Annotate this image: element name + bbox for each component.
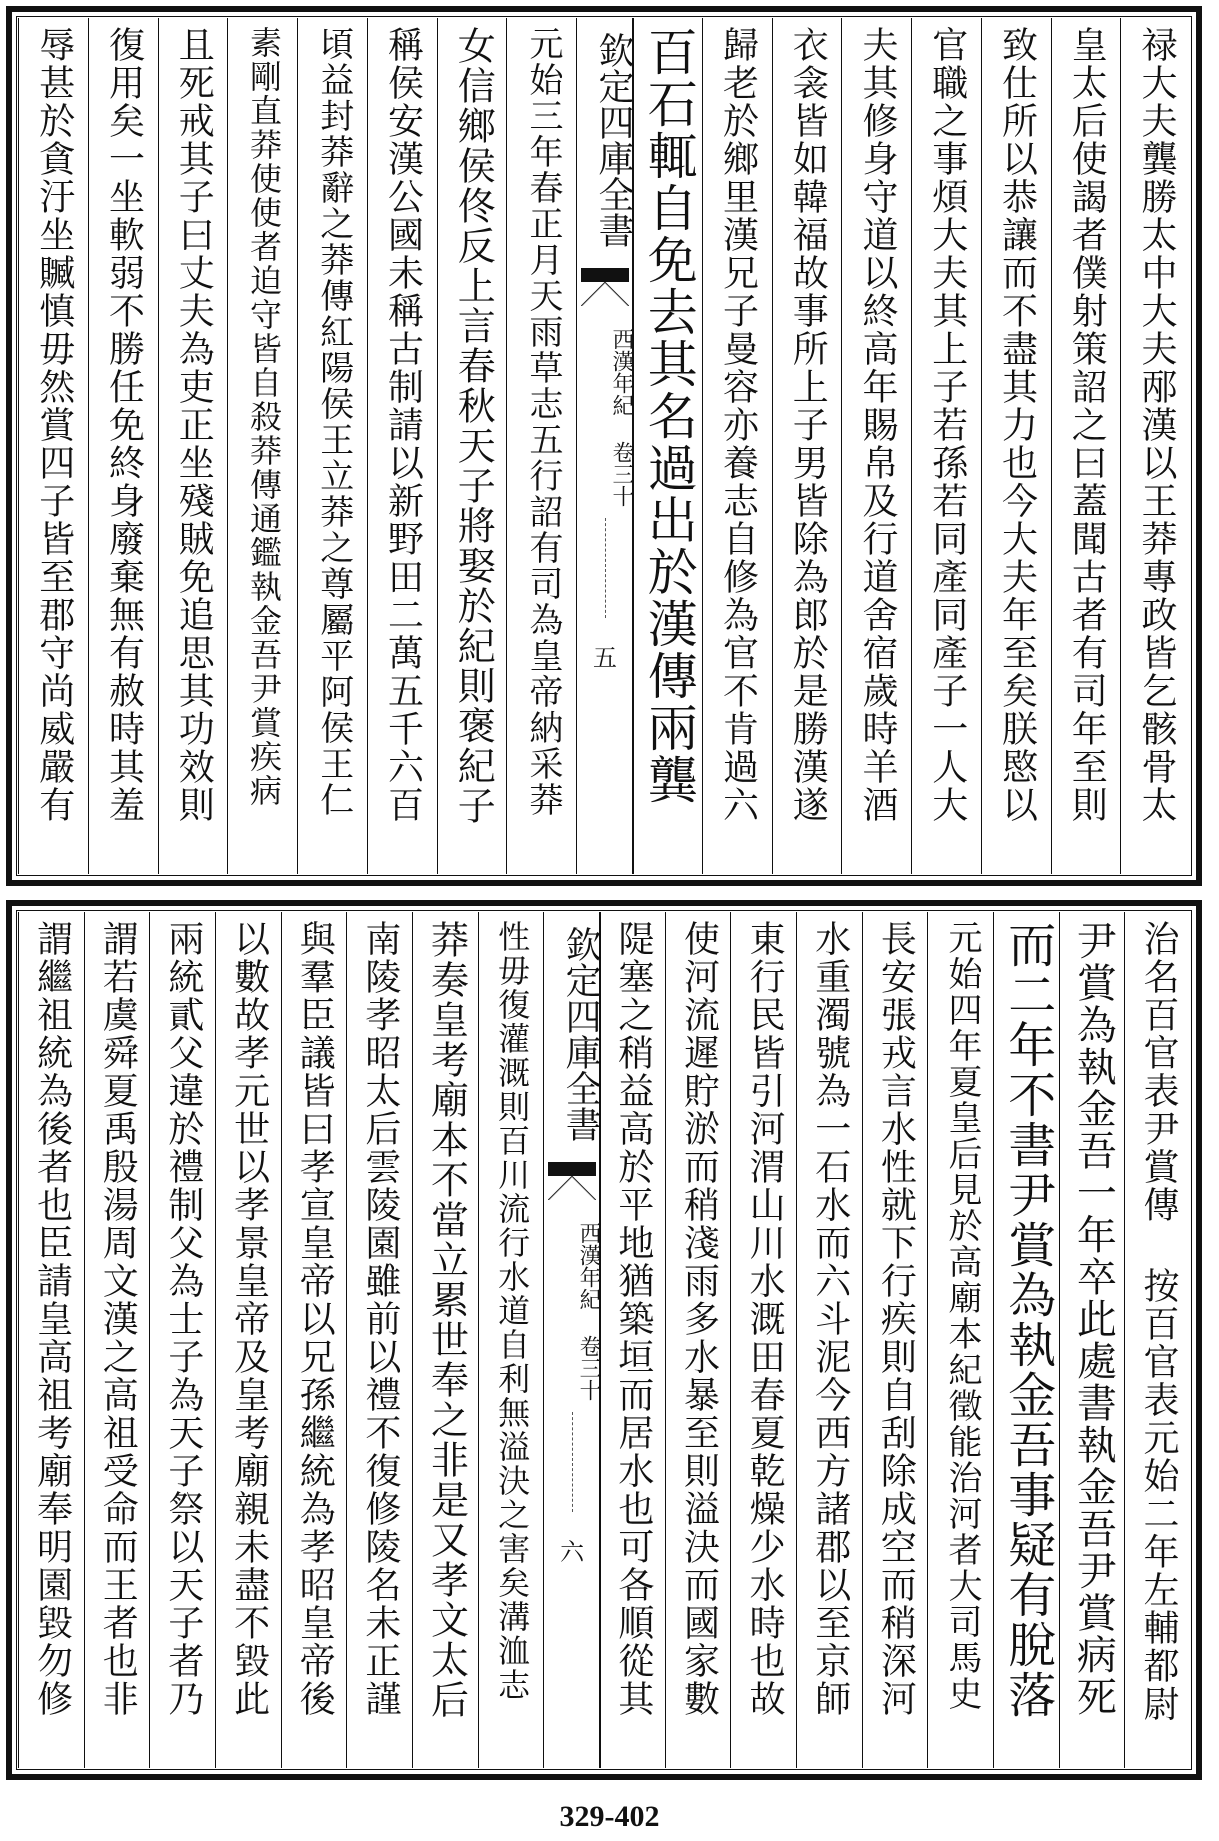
column-text: 使河流遲貯淤而稍淺雨多水暴至則溢決而國家數	[678, 920, 720, 1718]
column-text: 頃益封莽辭之莽傳紅陽侯王立莽之尊屬平阿侯王仁	[313, 26, 354, 818]
fishtail-mark	[581, 268, 629, 314]
text-column	[346, 912, 413, 1768]
column-text: 衣衾皆如韓福故事所上子男皆除為郎於是勝漢遂	[787, 26, 829, 824]
gutter-title: 欽定四庫全書	[593, 32, 634, 248]
text-column	[665, 912, 732, 1768]
gutter-page-number: 五	[593, 644, 617, 672]
text-column	[297, 18, 368, 874]
column-text: 歸老於鄉里漢兄子曼容亦養志自修為官不肯過六	[717, 26, 759, 824]
gutter-page-number: 六	[560, 1538, 585, 1566]
column-text: 長安張戎言水性就下行疾則自刮除成空而稍深河	[875, 920, 917, 1718]
column-text: 以數故孝元世以孝景皇帝及皇考廟親未盡不毀此	[228, 920, 270, 1718]
text-column	[599, 912, 666, 1768]
text-column	[215, 912, 282, 1768]
column-text: 百石輒自免去其名過出於漢傳兩龔	[639, 26, 698, 806]
text-column	[18, 912, 85, 1768]
column-text: 尹賞為執金吾一年卒此處書執金吾尹賞病死	[1070, 920, 1117, 1718]
column-text: 謂若虞舜夏禹殷湯周文漢之高祖受命而王者也非	[97, 920, 139, 1718]
column-text: 女信鄉侯佟反上言春秋天子將娶於紀則褒紀子	[451, 26, 496, 826]
text-column	[993, 912, 1060, 1768]
column-text: 兩統貳父違於禮制父為士子為天子祭以天子者乃	[162, 920, 204, 1718]
text-column	[911, 18, 982, 874]
column-text: 皇太后使謁者僕射策詔之曰蓋聞古者有司年至則	[1066, 26, 1108, 824]
text-column	[862, 912, 929, 1768]
text-column	[927, 912, 994, 1768]
column-text: 稱侯安漢公國未稱古制請以新野田二萬五千六百	[382, 26, 424, 824]
gutter-subtitle: 西漢年紀 卷三十	[576, 1222, 602, 1401]
text-column	[227, 18, 298, 874]
text-column	[730, 912, 797, 1768]
column-text: 謂繼祖統為後者也臣請皇高祖考廟奉明園毀勿修	[31, 920, 73, 1718]
column-text: 與羣臣議皆曰孝宣皇帝以兄孫繼統為孝昭皇帝後	[294, 920, 336, 1718]
gutter-title: 欽定四庫全書	[560, 926, 602, 1142]
text-column	[478, 912, 545, 1768]
text-column	[796, 912, 863, 1768]
text-column	[412, 912, 479, 1768]
top-page-panel	[6, 6, 1202, 886]
top-text-columns	[18, 18, 1190, 874]
text-column	[367, 18, 438, 874]
text-column	[981, 18, 1052, 874]
text-column	[437, 18, 508, 874]
column-text: 南陵孝昭太后雲陵園雖前以禮不復修陵名未正謹	[359, 920, 401, 1718]
text-column	[158, 18, 229, 874]
column-text: 禄大夫龔勝太中大夫邴漢以王莽專政皆乞骸骨太	[1136, 26, 1177, 824]
text-column	[506, 18, 577, 874]
text-column	[1124, 912, 1191, 1768]
text-column	[18, 18, 89, 874]
text-column	[281, 912, 348, 1768]
text-column	[84, 912, 151, 1768]
text-column	[88, 18, 159, 874]
text-column	[1120, 18, 1191, 874]
text-column	[702, 18, 773, 874]
gutter-line	[605, 518, 606, 618]
column-text: 夫其修身守道以終高年賜帛及行道舍宿歲時羊酒	[857, 26, 898, 824]
column-text: 東行民皆引河渭山川水溉田春夏乾燥少水時也故	[744, 920, 786, 1718]
text-column	[1059, 912, 1126, 1768]
center-gutter	[543, 912, 601, 1768]
text-column	[841, 18, 912, 874]
text-column	[1051, 18, 1122, 874]
gutter-line	[572, 1412, 573, 1512]
column-text: 辱甚於貪汙坐贓慎毋然賞四子皆至郡守尚威嚴有	[33, 26, 75, 824]
column-text: 復用矣一坐軟弱不勝任免終身廢棄無有赦時其羞	[103, 26, 145, 824]
column-text: 素剛直莽使使者迫守皆自殺莽傳通鑑執金吾尹賞疾病	[245, 26, 283, 808]
bottom-text-columns	[18, 912, 1190, 1768]
text-column	[772, 18, 843, 874]
column-text: 官職之事煩大夫其上子若孫若同產同產子一人大	[926, 26, 968, 824]
fishtail-mark	[548, 1162, 596, 1208]
bottom-page-panel	[6, 900, 1202, 1780]
column-text: 而二年不書尹賞為執金吾事疑有脫落	[999, 920, 1056, 1720]
text-column	[149, 912, 216, 1768]
column-text: 元始三年春正月天雨草志五行詔有司為皇帝納采莽	[523, 26, 563, 818]
column-text: 性毋復灌溉則百川流行水道自利無溢決之害矣溝洫志	[493, 920, 532, 1702]
column-text: 莽奏皇考廟本不當立累世奉之非是又孝文太后	[424, 920, 469, 1720]
gutter-subtitle: 西漢年紀 卷三十	[609, 328, 634, 507]
column-text: 治名百官表尹賞傳 按百官表元始二年左輔都尉	[1137, 920, 1179, 1723]
text-column	[632, 18, 703, 874]
page-number: 329-402	[559, 1800, 660, 1833]
column-text: 且死戒其子曰丈夫為吏正坐殘賊免追思其功效則	[173, 26, 215, 824]
column-text: 元始四年夏皇后見於高廟本紀徵能治河者大司馬史	[942, 920, 983, 1712]
column-text: 水重濁號為一石水而六斗泥今西方諸郡以至京師	[809, 920, 851, 1718]
center-gutter	[576, 18, 634, 874]
column-text: 致仕所以恭讓而不盡其力也今大夫年至矣朕愍以	[996, 26, 1038, 824]
column-text: 隄塞之稍益高於平地猶築垣而居水也可各順從其	[612, 920, 654, 1718]
